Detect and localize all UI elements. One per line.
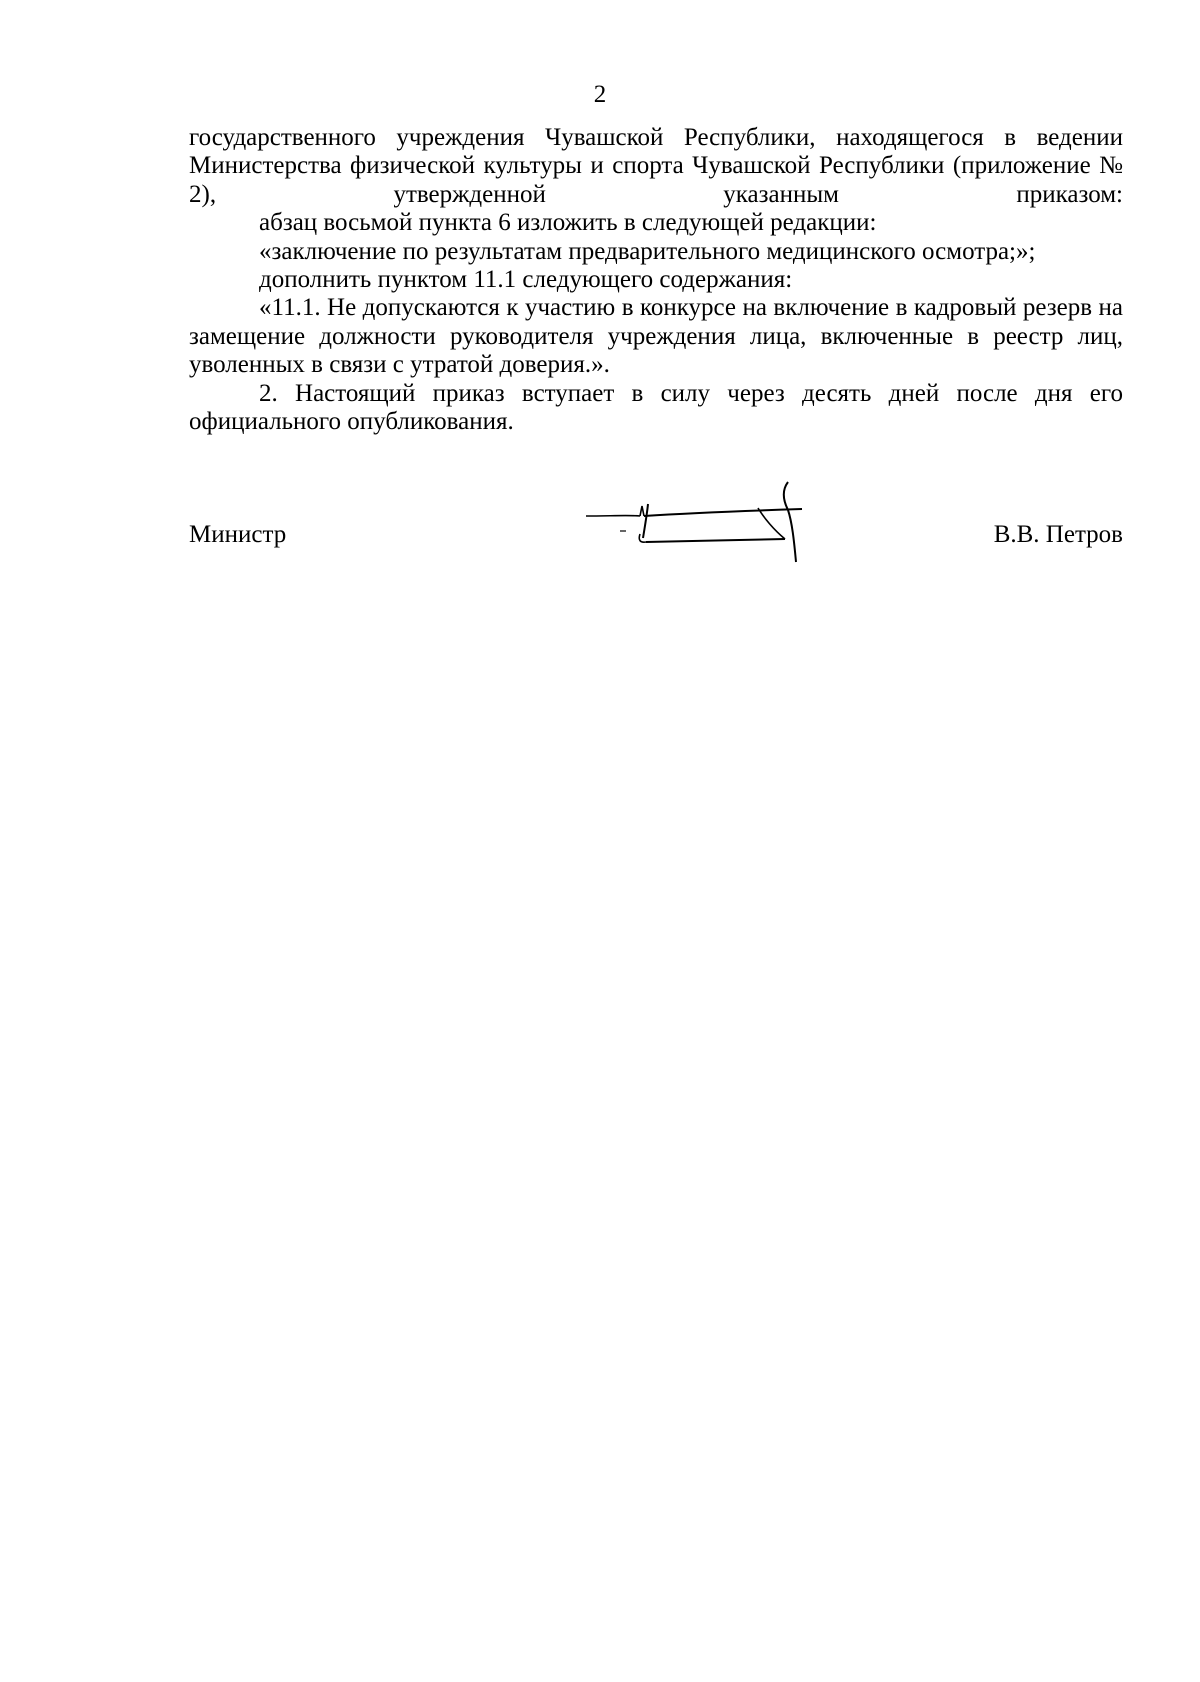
paragraph-effective-date: 2. Настоящий приказ вступает в силу через десять дней после дня его официального опубликования.: [189, 379, 1123, 436]
paragraph-clause-11-1: «11.1. Не допускаются к участию в конкурсе на включение в кадровый резерв на замещение должности руководителя учреждения лица, включенные в реестр лиц, уволенных в связи с утратой доверия.».: [189, 294, 1123, 379]
paragraph-addition-intro: дополнить пунктом 11.1 следующего содержания:: [259, 266, 793, 294]
document-body: [189, 124, 1123, 436]
handwritten-signature: [580, 476, 820, 566]
paragraph-amendment-text: «заключение по результатам предварительного медицинского осмотра;»;: [259, 237, 1036, 265]
paragraph-continuation: государственного учреждения Чувашской Республики, находящегося в ведении Министерства физической культуры и спорта Чувашской Республики (приложение № 2), утвержденной указанным приказом:: [189, 124, 1123, 208]
paragraph-amendment-intro: абзац восьмой пункта 6 изложить в следующей редакции:: [259, 209, 877, 237]
signer-position: Министр: [189, 521, 287, 548]
page-number: 2: [593, 81, 607, 108]
signer-name: В.В. Петров: [993, 521, 1123, 548]
